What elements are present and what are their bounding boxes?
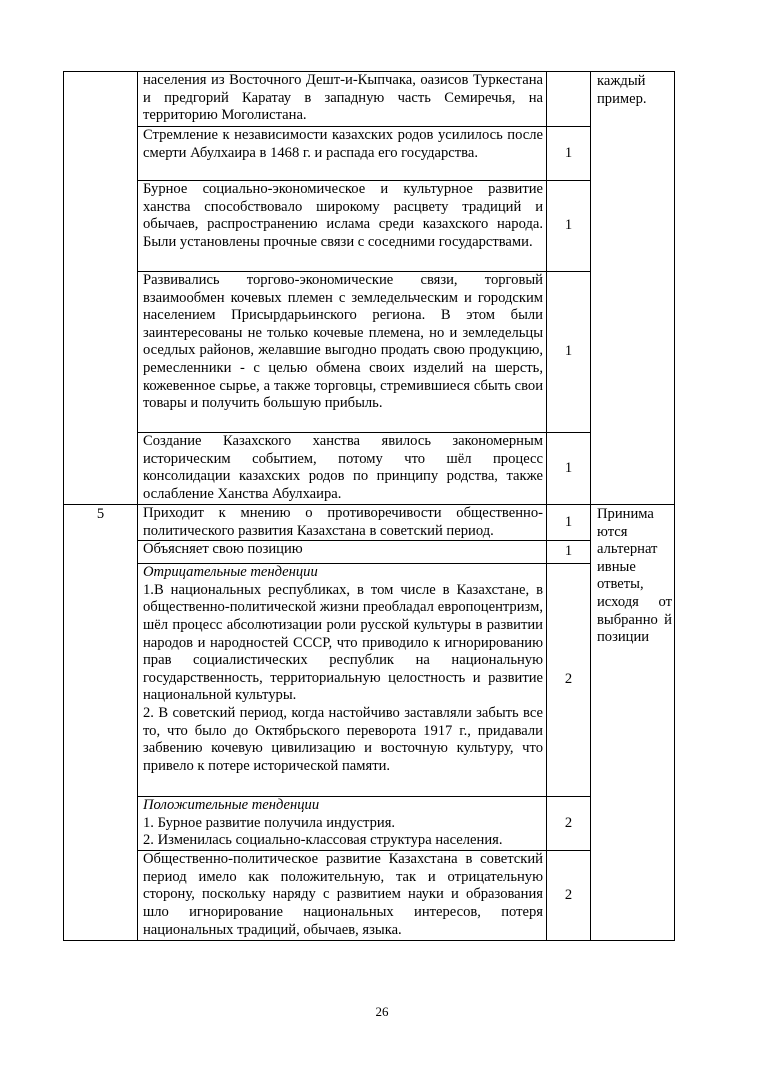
table-row	[64, 564, 675, 797]
score-cell: 2	[547, 564, 591, 797]
criterion-text: населения из Восточного Дешт-и-Кыпчака, оазисов Туркестана и предгорий Каратау в западную часть Семиречья, на территорию Моголистана.	[138, 72, 547, 127]
score-cell: 1	[547, 505, 591, 541]
table-row	[64, 851, 675, 941]
table-row	[64, 505, 675, 541]
negative-tendencies-cell	[138, 564, 547, 797]
score-cell	[547, 72, 591, 127]
criterion-text: Развивались торгово-экономические связи, торговый взаимообмен кочевых племен с земледельческим и городским населением Присырдарьинского региона. В этом были заинтересованы не только кочевые племена, но и земледельцы оседлых районов, желавшие выгодно продать свою продукцию, ремесленники - с целью обмена своих изделий на шерсть, кожевенное сырье, а также торговцы, стремившиеся сбыть свои товары и получить большую прибыль.	[138, 272, 547, 433]
note-rest: ются альтернат ивные ответы, исходя от выбранно й позиции	[597, 523, 672, 646]
negative-heading: Отрицательные тенденции	[143, 564, 318, 581]
score-cell: 2	[547, 851, 591, 941]
positive-heading: Положительные тенденции	[143, 797, 320, 814]
table-row	[64, 72, 675, 127]
score-cell: 1	[547, 541, 591, 564]
note-cell	[591, 505, 675, 941]
criterion-text: Объясняет свою позицию	[138, 541, 547, 564]
conclusion-text: Общественно-политическое развитие Казахстана в советский период имело как положительную, так и отрицательную сторону, поскольку наряду с развитием науки и образования шло игнорирование национальных интересов, потеря национальных традиций, обычаев, языка.	[138, 851, 547, 941]
positive-point-2: 2. Изменилась социально-классовая структура населения.	[143, 832, 503, 849]
score-cell: 1	[547, 272, 591, 433]
criterion-text: Стремление к независимости казахских родов усилилось после смерти Абулхаира в 1468 г. и распада его государства.	[138, 127, 547, 181]
table-row	[64, 433, 675, 505]
score-cell: 1	[547, 127, 591, 181]
assessment-table	[63, 71, 675, 941]
note-first-line: Принима	[597, 506, 654, 522]
positive-point-1: 1. Бурное развитие получила индустрия.	[143, 814, 396, 831]
table-row	[64, 127, 675, 181]
table-row	[64, 541, 675, 564]
negative-point-2: 2. В советский период, когда настойчиво заставляли забыть все то, что было до Октябрьского переворота 1917 г., придавали забвению кочевую цивилизацию и восточную культуру, что привело к потере исторической памяти.	[143, 704, 543, 774]
score-cell: 1	[547, 181, 591, 272]
negative-point-1: 1.В национальных республиках, в том числе в Казахстане, в общественно-политической жизни преобладал европоцентризм, шёл процесс абсолютизации роли русской культуры в развитии народов и народностей СССР, что приводило к игнорированию прав социалистических республик на национальную государственность, территориальную целостность и развитие национальной культуры.	[143, 581, 543, 704]
table-row	[64, 272, 675, 433]
positive-tendencies-cell	[138, 797, 547, 851]
task-number-cell	[64, 72, 138, 505]
score-cell: 1	[547, 433, 591, 505]
score-cell: 2	[547, 797, 591, 851]
page-number: 26	[375, 1004, 389, 1019]
task-number-cell: 5	[64, 505, 138, 941]
criterion-text: Приходит к мнению о противоречивости общественно-политического развития Казахстана в советский период.	[138, 505, 547, 541]
table-row	[64, 797, 675, 851]
criterion-text: Создание Казахского ханства явилось закономерным историческим событием, потому что шёл процесс консолидации казахских родов по принципу родства, также ослабление Ханства Абулхаира.	[138, 433, 547, 505]
note-cell: каждый пример.	[591, 72, 675, 505]
criterion-text: Бурное социально-экономическое и культурное развитие ханства способствовало широкому расцвету традиций и обычаев, распространению ислама среди казахского народа. Были установлены прочные связи с соседними государствами.	[138, 181, 547, 272]
table-row	[64, 181, 675, 272]
